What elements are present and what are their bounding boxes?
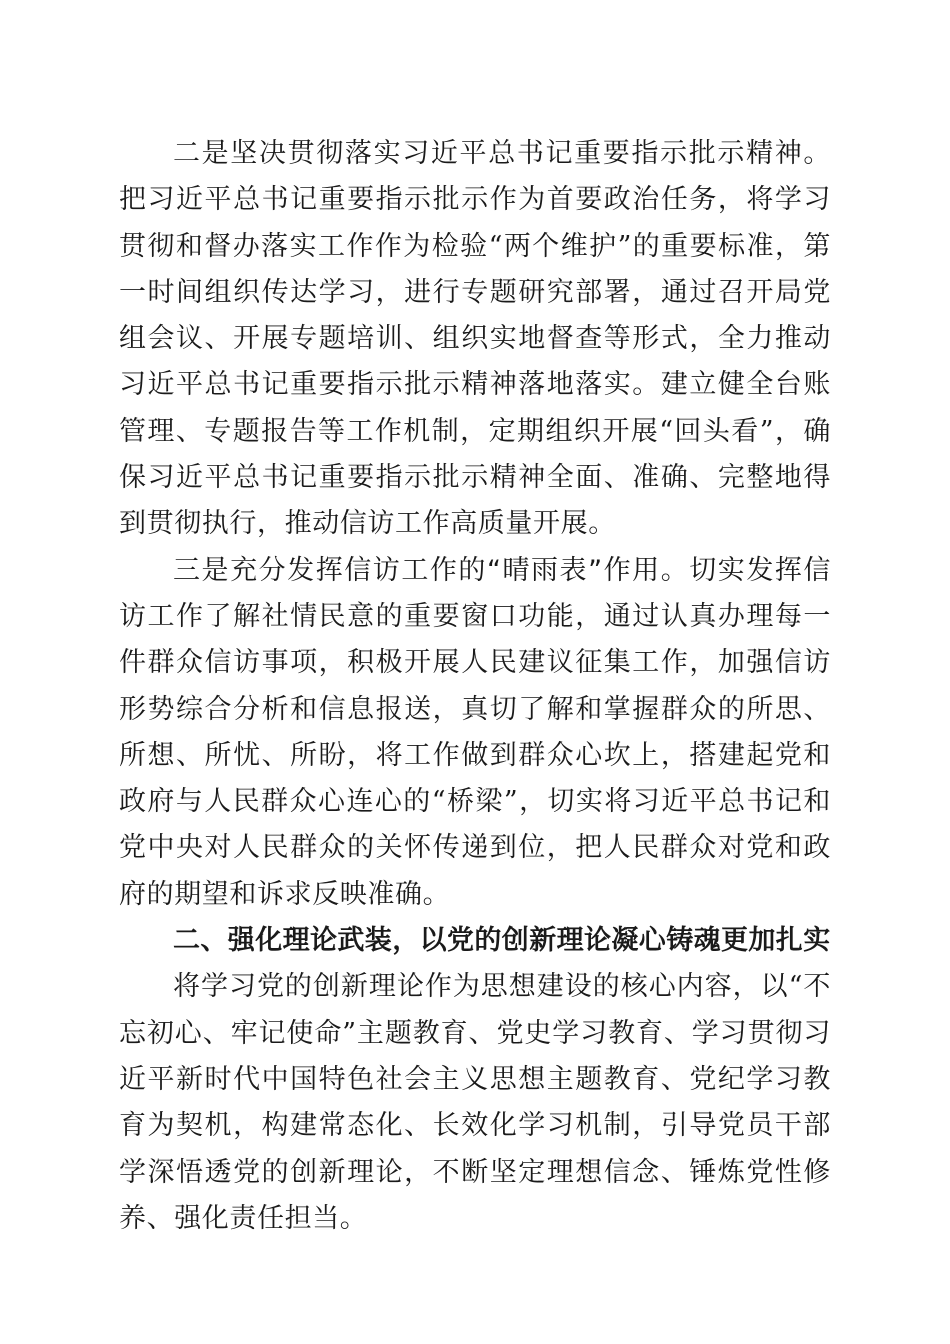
paragraph-barometer [119,548,831,918]
paragraph-text-directives: 把习近平总书记重要指示批示作为首要政治任务，将学习贯彻和督办落实工作作为检验“两个维护”的重要标准，第一时间组织传达学习，进行专题研究部署，通过召开局党组会议、开展专题培训、组织实地督查等形式，全力推动习近平总书记重要指示批示精神落地落实。建立健全台账管理、专题报告等工作机制，定期组织开展“回头看”，确保习近平总书记重要指示批示精神全面、准确、完整地得到贯彻执行，推动信访工作高质量开展。 [119,184,831,540]
section-heading: 二、强化理论武装，以党的创新理论凝心铸魂更加扎实 [173,925,831,957]
document-body [119,131,831,1242]
paragraph-text-barometer: 切实发挥信访工作了解社情民意的重要窗口功能，通过认真办理每一件群众信访事项，积极开展人民建议征集工作，加强信访形势综合分析和信息报送，真切了解和掌握群众的所思、所想、所忧、所盼，将工作做到群众心坎上，搭建起党和政府与人民群众心连心的“桥梁”，切实将习近平总书记和党中央对人民群众的关怀传递到位，把人民群众对党和政府的期望和诉求反映准确。 [119,554,832,910]
paragraph-directives [119,131,831,548]
section-paragraph: 将学习党的创新理论作为思想建设的核心内容，以“不忘初心、牢记使命”主题教育、党史学习教育、学习贯彻习近平新时代中国特色社会主义思想主题教育、党纪学习教育为契机，构建常态化、长效化学习机制，引导党员干部学深悟透党的创新理论，不断坚定理想信念、锤炼党性修养、强化责任担当。 [119,971,831,1234]
paragraph-lead-barometer: 三是充分发挥信访工作的“晴雨表”作用。 [173,554,690,586]
paragraph-lead-directives: 二是坚决贯彻落实习近平总书记重要指示批示精神。 [173,138,831,169]
